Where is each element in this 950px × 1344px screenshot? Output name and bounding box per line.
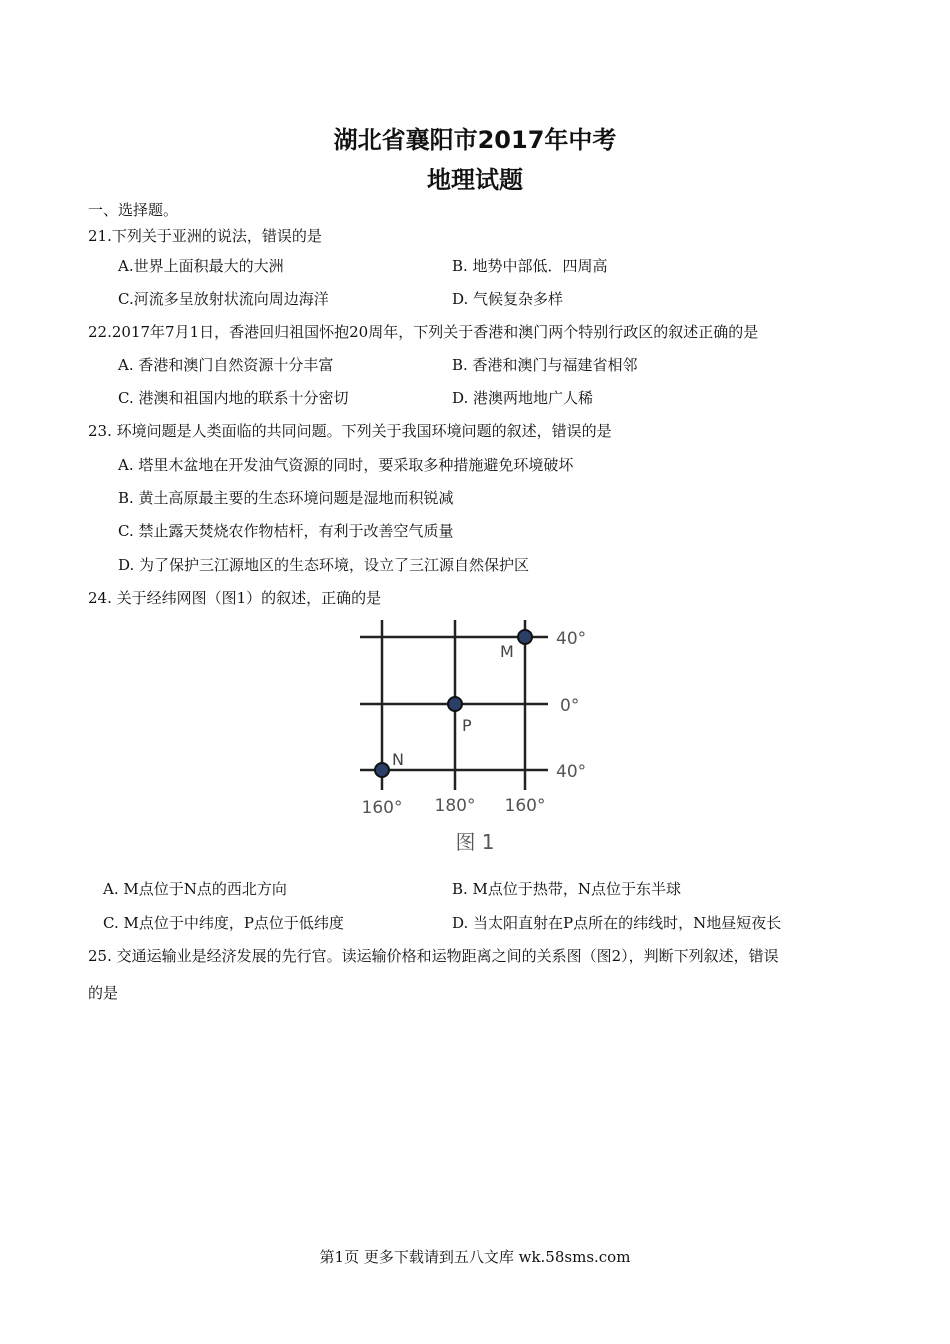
q23-stem: 23. 环境问题是人类面临的共同问题。下列关于我国环境问题的叙述，错误的是 bbox=[88, 422, 612, 440]
q22-option-d: D. 港澳两地地广人稀 bbox=[452, 389, 594, 407]
point-p bbox=[448, 697, 462, 711]
q22-stem: 22.2017年7月1日，香港回归祖国怀抱20周年，下列关于香港和澳门两个特别行政区的叙述正确的是 bbox=[88, 323, 759, 341]
lat-label-top: 40° bbox=[556, 629, 587, 649]
figure-1-graticule bbox=[352, 615, 602, 864]
point-p-label: P bbox=[462, 716, 472, 735]
point-n bbox=[375, 763, 389, 777]
q21-option-a: A.世界上面积最大的大洲 bbox=[118, 257, 284, 275]
q22-option-b: B. 香港和澳门与福建省相邻 bbox=[452, 356, 638, 374]
q24-option-b: B. M点位于热带，N点位于东半球 bbox=[452, 880, 682, 898]
q21-stem: 21.下列关于亚洲的说法，错误的是 bbox=[88, 227, 322, 245]
point-m bbox=[518, 630, 532, 644]
q24-option-d: D. 当太阳直射在P点所在的纬线时，N地昼短夜长 bbox=[452, 914, 782, 932]
q21-option-c: C.河流多呈放射状流向周边海洋 bbox=[118, 290, 329, 308]
lat-label-middle: 0° bbox=[560, 696, 580, 716]
q22-option-c: C. 港澳和祖国内地的联系十分密切 bbox=[118, 389, 349, 407]
lon-label-left: 160° bbox=[361, 798, 403, 818]
q23-option-c: C. 禁止露天焚烧农作物桔杆，有利于改善空气质量 bbox=[118, 522, 454, 540]
lon-label-middle: 180° bbox=[434, 796, 476, 816]
lat-label-bottom: 40° bbox=[556, 762, 587, 782]
exam-subtitle: 地理试题 bbox=[427, 166, 523, 194]
q23-option-b: B. 黄土高原最主要的生态环境问题是湿地而积锐减 bbox=[118, 489, 454, 507]
q25-stem-line2: 的是 bbox=[88, 984, 119, 1002]
lon-label-right: 160° bbox=[504, 796, 546, 816]
point-n-label: N bbox=[392, 750, 404, 769]
q25-stem-line1: 25. 交通运输业是经济发展的先行官。读运输价格和运物距离之间的关系图（图2），判断下列叙述，错误 bbox=[88, 947, 779, 965]
page-footer: 第1页 更多下载请到五八文库 wk.58sms.com bbox=[319, 1248, 631, 1266]
point-m-label: M bbox=[500, 642, 514, 661]
q23-option-d: D. 为了保护三江源地区的生态环境，设立了三江源自然保护区 bbox=[118, 556, 530, 574]
section-heading: 一、选择题。 bbox=[88, 201, 179, 219]
q24-option-a: A. M点位于N点的西北方向 bbox=[103, 880, 287, 898]
q21-option-b: B. 地势中部低．四周高 bbox=[452, 257, 608, 275]
q24-option-c: C. M点位于中纬度，P点位于低纬度 bbox=[103, 914, 344, 932]
q22-option-a: A. 香港和澳门自然资源十分丰富 bbox=[118, 356, 334, 374]
q21-option-d: D. 气候复杂多样 bbox=[452, 290, 564, 308]
q23-option-a: A. 塔里木盆地在开发油气资源的同时，要采取多种措施避免环境破坏 bbox=[118, 456, 574, 474]
q24-stem: 24. 关于经纬网图（图1）的叙述，正确的是 bbox=[88, 589, 382, 607]
figure-caption: 图 1 bbox=[455, 830, 495, 854]
exam-title: 湖北省襄阳市2017年中考 bbox=[333, 126, 617, 154]
